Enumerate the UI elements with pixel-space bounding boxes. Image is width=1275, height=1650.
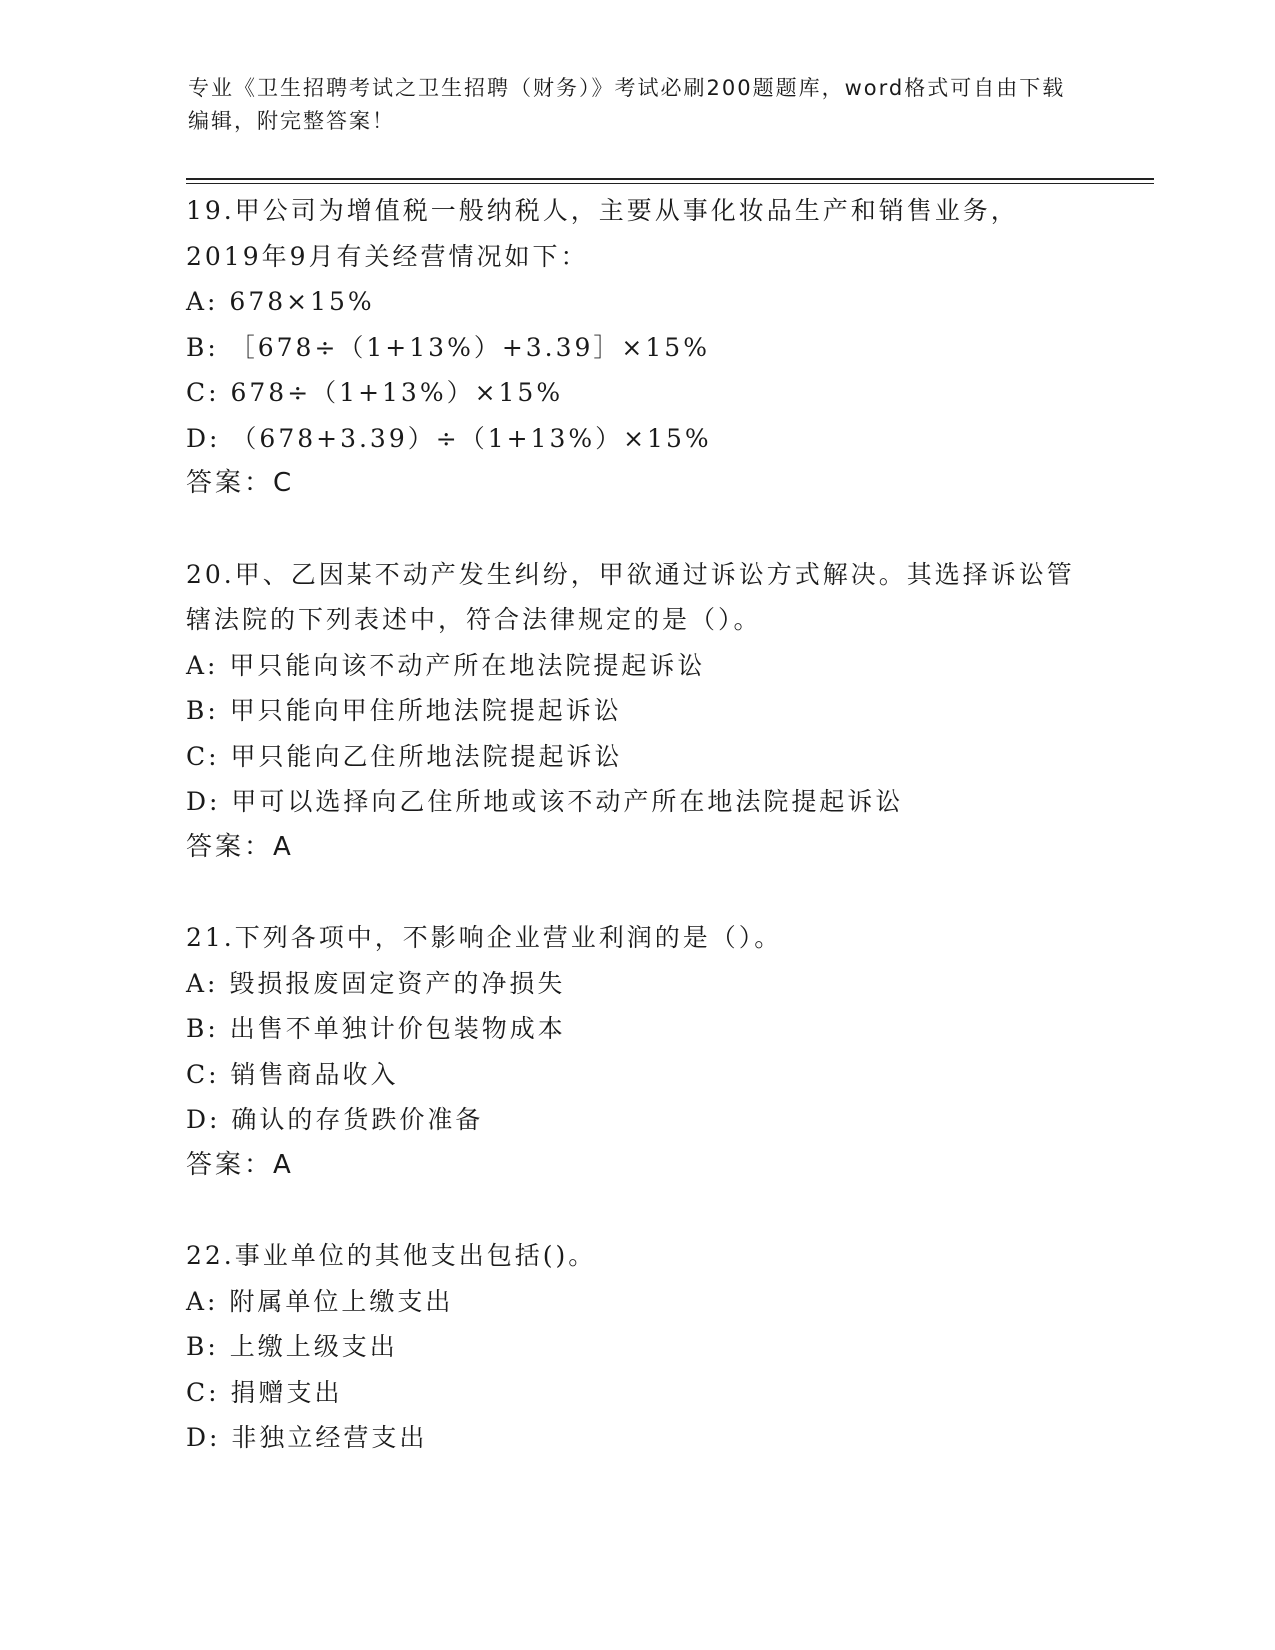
question-21 <box>186 915 1086 1188</box>
question-text: 22.事业单位的其他支出包括()。 <box>186 1241 597 1270</box>
option-c: C: 捐赠支出 <box>186 1377 343 1407</box>
question-text: 21.下列各项中，不影响企业营业利润的是（）。 <box>186 923 783 952</box>
option-c: C: 甲只能向乙住所地法院提起诉讼 <box>186 741 623 771</box>
option-a: A: 678×15% <box>186 287 375 316</box>
header-rule-thick <box>186 178 1154 180</box>
option-d: D: 确认的存货跌价准备 <box>186 1105 484 1134</box>
option-a: A: 甲只能向该不动产所在地法院提起诉讼 <box>186 650 706 680</box>
option-d: D: 甲可以选择向乙住所地或该不动产所在地法院提起诉讼 <box>186 787 904 816</box>
option-b: B: ［678÷（1+13%）+3.39］×15% <box>186 332 710 362</box>
question-19 <box>186 188 1086 507</box>
question-22 <box>186 1233 1086 1461</box>
header-rule-thin <box>186 183 1154 184</box>
option-d: D: （678+3.39）÷（1+13%）×15% <box>186 423 712 453</box>
question-20 <box>186 552 1086 871</box>
question-text: 20.甲、乙因某不动产发生纠纷，甲欲通过诉讼方式解决。其选择诉讼管辖法院的下列表述中，符合法律规定的是（）。 <box>186 559 1075 634</box>
option-a: A: 毁损报废固定资产的净损失 <box>186 968 566 998</box>
option-b: B: 出售不单独计价包装物成本 <box>186 1014 566 1043</box>
option-d: D: 非独立经营支出 <box>186 1423 428 1452</box>
option-b: B: 上缴上级支出 <box>186 1332 398 1361</box>
option-b: B: 甲只能向甲住所地法院提起诉讼 <box>186 696 622 725</box>
option-c: C: 销售商品收入 <box>186 1059 399 1089</box>
answer: 答案：A <box>186 1149 294 1180</box>
answer: 答案：A <box>186 831 294 862</box>
option-c: C: 678÷（1+13%）×15% <box>186 378 564 407</box>
answer: 答案：C <box>186 468 295 498</box>
document-header: 专业《卫生招聘考试之卫生招聘（财务）》考试必刷200题题库，word格式可自由下载编辑，附完整答案！ <box>188 76 1066 133</box>
option-a: A: 附属单位上缴支出 <box>186 1286 454 1316</box>
question-text: 19.甲公司为增值税一般纳税人，主要从事化妆品生产和销售业务，2019年9月有关经营情况如下： <box>186 196 1019 271</box>
question-list <box>186 188 1086 1506</box>
